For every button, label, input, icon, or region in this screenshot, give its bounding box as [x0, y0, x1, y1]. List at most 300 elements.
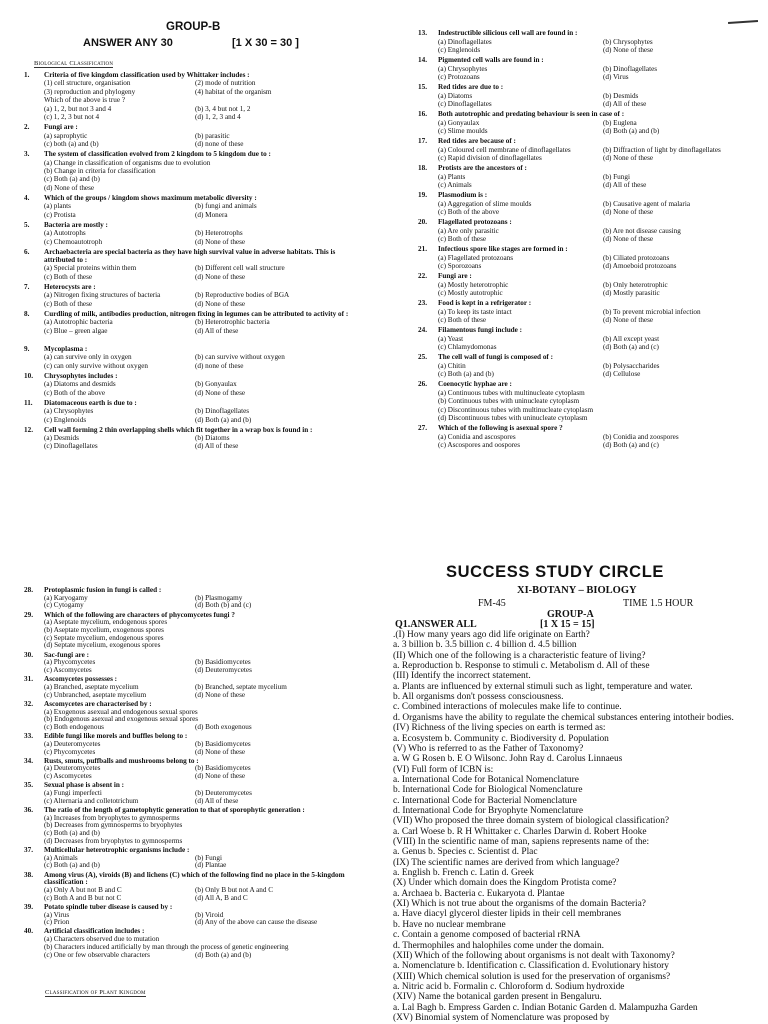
question-number: 39. — [24, 902, 33, 911]
option-row — [438, 262, 758, 271]
option-row — [44, 602, 364, 610]
question-stem: Indestructible silicious cell wall are found in : — [438, 29, 578, 37]
option-row — [438, 46, 758, 55]
option: (b) Endogenous asexual and exogenous sexual spores — [44, 715, 199, 724]
option-row — [44, 327, 364, 335]
question-block — [24, 193, 364, 219]
option: (a) Autotrophs — [44, 229, 86, 238]
question-line: a. Lal Bagh b. Empress Garden c. Indian Botanic Garden d. Malampuzha Garden — [393, 1002, 698, 1013]
question-number: 7. — [24, 282, 30, 291]
question-number: 10. — [24, 371, 33, 380]
option-row — [44, 88, 364, 96]
option: (a) Gonyaulax — [438, 118, 480, 127]
option-row — [44, 380, 364, 388]
question-stem: Criteria of five kingdom classification used by Whittaker includes : — [44, 71, 250, 79]
question-stem: Artificial classification includes : — [44, 927, 145, 936]
question-number: 12. — [24, 425, 33, 434]
option: (d) Any of the above can cause the disease — [195, 918, 318, 927]
option: (d) None of these — [195, 690, 246, 699]
question-stem: Edible fungi like morels and buffles belong to : — [44, 732, 188, 741]
option-row — [44, 113, 364, 121]
question-block — [24, 150, 364, 192]
option: (a) can survive only in oxygen — [44, 353, 132, 362]
option: (d) Monera — [195, 210, 228, 219]
time-label: TIME 1.5 HOUR — [623, 598, 694, 609]
option: (b) Diffraction of light by dinoflagellates — [603, 145, 721, 154]
option: (c) Englenoids — [438, 46, 481, 54]
option: (b) Fungi — [603, 172, 630, 181]
option-row — [44, 724, 364, 732]
question-stem: The system of classification evolved from 2 kingdom to 5 kingdom due to : — [44, 150, 271, 159]
option: (d) None of these — [195, 747, 246, 756]
option-row — [44, 264, 364, 272]
question-block — [24, 902, 364, 927]
option: (c) Unbranched, aseptate mycelium — [44, 690, 147, 699]
question-line: d. Thermophiles and halophiles come under the domain. — [393, 940, 604, 951]
option: (a) Nitrogen fixing structures of bacteria — [44, 291, 161, 300]
question-number: 13. — [418, 29, 427, 37]
option: (c) Both (a) and (b) — [44, 861, 100, 870]
question-line: c. International Code for Bacterial Nomenclature — [393, 795, 577, 806]
question-line: a. Genus b. Species c. Scientist d. Plac — [393, 847, 538, 858]
option: (b) Basidiomycetes — [195, 658, 251, 667]
group-a-title: GROUP-A — [547, 609, 594, 620]
option: (d) Both (a) and (c) — [603, 343, 659, 351]
question-stem: Among virus (A), viroids (B) and lichens (C) which of the following find no place in the 5-kingdom classification : — [44, 870, 345, 887]
question-number: 2. — [24, 123, 30, 132]
option-row — [44, 389, 364, 397]
option: (a) Deuteromycetes — [44, 764, 101, 773]
question-line: c. Contain a genome composed of bacterial rRNA — [393, 930, 581, 941]
option-row — [438, 73, 758, 82]
option: (a) Dinoflagellates — [438, 37, 492, 46]
option: (d) All A, B and C — [195, 893, 248, 902]
question-block — [418, 299, 758, 325]
question-number: 19. — [418, 191, 427, 199]
question-line: (VI) Full form of ICBN is: — [393, 764, 494, 775]
option-row — [438, 127, 758, 136]
option: (d) All of these — [603, 181, 647, 189]
option: (c) Both A and B but not C — [44, 893, 122, 902]
question-number: 24. — [418, 326, 427, 334]
option-row — [438, 100, 758, 109]
option-row — [438, 281, 758, 290]
option: (d) None of these — [603, 154, 654, 162]
question-block — [24, 586, 364, 610]
option: (d) All of these — [195, 796, 239, 805]
option-row — [438, 362, 758, 371]
question-stem: Protists are the ancestors of : — [438, 164, 527, 172]
question-block — [24, 756, 364, 781]
option: (b) Change in criteria for classification — [44, 166, 156, 175]
question-stem: Rusts, smuts, puffballs and mushrooms belong to : — [44, 756, 199, 765]
option: (c) can only survive without oxygen — [44, 361, 148, 370]
option-row — [44, 919, 364, 927]
question-stem: Cell wall forming 2 thin overlapping shells which fit together in a wrap box is found in : — [44, 425, 313, 434]
option: (c) Discontinuous tubes with multinucleate cytoplasm — [438, 405, 594, 414]
option: (c) Both of the above — [44, 388, 106, 397]
option-row — [44, 895, 364, 903]
question-stem: Fungi are : — [44, 123, 78, 132]
option: (d) Decreases from bryophytes to gymnosperms — [44, 836, 183, 845]
option: (c) One or few observable characters — [44, 950, 150, 959]
option: (d) Both (b) and (c) — [195, 601, 252, 610]
option: (d) None of these — [195, 299, 246, 308]
question-block — [24, 282, 364, 308]
option: (c) both (a) and (b) — [44, 140, 99, 149]
option: (c) Ascomycetes — [44, 666, 92, 674]
question-stem: Both autotrophic and predating behaviour is seen in case of : — [438, 110, 625, 118]
question-line: b. International Code for Biological Nomenclature — [393, 785, 583, 796]
question-block — [24, 732, 364, 756]
question-stem: Plasmodium is : — [438, 191, 488, 199]
question-number: 26. — [418, 380, 427, 388]
option: (d) Plantae — [195, 861, 227, 870]
question-block — [24, 927, 364, 959]
question-number: 8. — [24, 309, 30, 318]
option: (d) Both (a) and (b) — [195, 950, 252, 959]
question-block — [24, 425, 364, 451]
question-block — [418, 245, 758, 271]
option: (c) Septate mycelium, endogenous spores — [44, 633, 164, 642]
option-row — [438, 154, 758, 163]
question-block — [418, 83, 758, 109]
option-row — [44, 79, 364, 87]
option-row — [44, 291, 364, 299]
q1-instruction: Q1.ANSWER ALL — [395, 619, 477, 630]
question-line: a. Ecosystem b. Community c. Biodiversity d. Population — [393, 733, 609, 744]
marks-label: [1 X 30 = 30 ] — [232, 37, 299, 49]
question-block — [418, 353, 758, 379]
option: (b) Chrysophytes — [603, 37, 653, 46]
option: (b) Causative agent of malaria — [603, 199, 691, 208]
option-row — [44, 202, 364, 210]
option: (d) Discontinuous tubes with uninucleate cytoplasm — [438, 414, 588, 422]
question-number: 4. — [24, 193, 30, 202]
option: (d) All of these — [195, 326, 239, 335]
option: (c) Both of these — [438, 235, 487, 243]
option: (b) Deuteromycetes — [195, 789, 252, 797]
option-row — [438, 65, 758, 74]
option: (a) Mostly heterotrophic — [438, 280, 509, 289]
option: (2) mode of nutrition — [195, 79, 256, 88]
question-line: (III) Identify the incorrect statement. — [393, 671, 531, 682]
option: (b) Dinoflagellates — [195, 407, 250, 416]
question-stem: Heterocysts are : — [44, 282, 96, 291]
option-row — [44, 407, 364, 415]
question-line: (VII) Who proposed the three domain system of biological classification? — [393, 816, 670, 827]
option: (b) Heterotrophic bacteria — [195, 318, 270, 327]
full-marks: FM-45 — [478, 598, 506, 609]
question-stem: The cell wall of fungi is composed of : — [438, 353, 553, 361]
option-row — [438, 370, 758, 379]
question-block — [24, 675, 364, 699]
option: (a) Coloured cell membrane of dinoflagellates — [438, 145, 571, 154]
question-line: a. Nomenclature b. Identification c. Classification d. Evolutionary history — [393, 961, 669, 972]
question-block — [24, 371, 364, 397]
question-number: 37. — [24, 845, 33, 854]
option: (d) Both (a) and (b) — [603, 127, 660, 135]
option: (b) Plasmogamy — [195, 593, 243, 602]
question-line: (V) Who is referred to as the Father of Taxonomy? — [393, 743, 584, 754]
question-line: a. W G Rosen b. E O Wilsonc. John Ray d. Carolus Linnaeus — [393, 754, 623, 765]
question-number: 18. — [418, 164, 427, 172]
option: (a) Exogenous asexual and endogenous sexual spores — [44, 707, 198, 716]
question-number: 21. — [418, 245, 427, 253]
option: (d) None of these — [603, 235, 654, 243]
question-number: 11. — [24, 398, 33, 407]
option: (a) Are only parasitic — [438, 226, 499, 235]
option-row — [44, 442, 364, 450]
school-title: SUCCESS STUDY CIRCLE — [446, 563, 664, 581]
option-row — [44, 798, 364, 806]
option-row — [44, 140, 364, 148]
question-number: 22. — [418, 272, 427, 280]
subject-label: XI-BOTANY – BIOLOGY — [517, 585, 637, 596]
option: (b) Polysaccharides — [603, 361, 660, 370]
option: (b) Basidiomycetes — [195, 739, 251, 748]
option: (b) can survive without oxygen — [195, 353, 285, 362]
question-number: 20. — [418, 218, 427, 226]
question-stem: Which of the groups / kingdom shows maximum metabolic diversity : — [44, 193, 257, 202]
question-number: 28. — [24, 586, 33, 594]
option-row — [44, 300, 364, 308]
option: (c) Both of the above — [438, 208, 500, 216]
option-row — [44, 132, 364, 140]
question-block — [24, 870, 364, 903]
question-line: a. Archaea b. Bacteria c. Eukaryota d. Plantae — [393, 888, 565, 899]
question-line: (X) Under which domain does the Kingdom Protista come? — [393, 878, 617, 889]
option: (a) Chrysophytes — [44, 407, 94, 416]
option: (d) Amoeboid protozoans — [603, 262, 677, 270]
question-number: 38. — [24, 870, 33, 879]
option: (d) None of these — [603, 46, 654, 54]
option: (b) Continuous tubes with uninucleate cytoplasm — [438, 397, 580, 405]
question-stem: Mycoplasma : — [44, 344, 88, 353]
question-stem: Ascomycetes are characterised by : — [44, 699, 152, 708]
option: (b) Different cell wall structure — [195, 264, 285, 273]
question-line: b. Have no nuclear membrane — [393, 919, 506, 930]
option: (b) Viroid — [195, 910, 224, 919]
option: (b) Gonyaulax — [195, 380, 237, 389]
option: (d) Both exogenous — [195, 722, 252, 731]
option: (c) Alternaria and colletotrichum — [44, 796, 139, 805]
option: (c) Chemoautotroph — [44, 237, 103, 246]
instruction-answer-any: ANSWER ANY 30 — [83, 37, 173, 49]
option: (d) None of these — [195, 272, 246, 281]
option-row — [438, 146, 758, 155]
option: (c) 1, 2, 3 but not 4 — [44, 113, 100, 122]
option: (d) Septate mycelium, exogenous spores — [44, 641, 161, 650]
option: (c) Rapid division of dinoflagellates — [438, 154, 542, 162]
option: (c) Cytogamy — [44, 601, 84, 610]
option-row — [438, 289, 758, 298]
question-stem: Red tides are due to : — [438, 83, 504, 91]
option-row — [44, 416, 364, 424]
option: (c) Animals — [438, 181, 472, 189]
question-stem: Filamentous fungi include : — [438, 326, 523, 334]
option: (b) Aseptate mycelium, exogenous spores — [44, 626, 164, 634]
question-number: 34. — [24, 756, 33, 765]
question-stem: Infectious spore like stages are formed in : — [438, 245, 568, 253]
question-block — [24, 610, 364, 651]
question-block — [24, 247, 364, 282]
option: (a) Flagellated protozoans — [438, 253, 514, 262]
option: (c) Chlamydomonas — [438, 343, 497, 351]
option: (a) Aggregation of slime moulds — [438, 199, 532, 208]
option: (d) All of these — [603, 100, 647, 108]
option: (d) none of these — [195, 361, 244, 370]
option: (a) Chitin — [438, 361, 466, 370]
question-line: a. Carl Woese b. R H Whittaker c. Charles Darwin d. Robert Hooke — [393, 826, 647, 837]
option: (b) Diatoms — [195, 433, 230, 442]
question-number: 15. — [418, 83, 427, 91]
question-number: 9. — [24, 344, 30, 353]
option: (b) 3, 4 but not 1, 2 — [195, 104, 251, 113]
question-number: 5. — [24, 220, 30, 229]
option: (b) Heterotrophs — [195, 229, 243, 238]
option-row — [44, 749, 364, 757]
option-row — [44, 273, 364, 281]
option: (c) Both (a) and (b) — [44, 829, 100, 837]
question-block — [24, 650, 364, 675]
option: (a) 1, 2, but not 3 and 4 — [44, 104, 112, 113]
question-stem: Pigmented cell walls are found in : — [438, 56, 544, 64]
option: (c) Sporozoans — [438, 262, 482, 270]
option: (b) Only heterotrophic — [603, 280, 668, 289]
question-line: (XIII) Which chemical solution is used for the preservation of organisms? — [393, 971, 671, 982]
question-stem: Fungi are : — [438, 272, 472, 280]
option: (d) Both (a) and (c) — [603, 441, 659, 449]
option: (c) Dinoflagellates — [44, 442, 98, 451]
option: (c) Dinoflagellates — [438, 100, 492, 108]
option-row — [44, 667, 364, 675]
question-line: (XIV) Name the botanical garden present in Bengaluru. — [393, 992, 602, 1003]
group-b-title: GROUP-B — [166, 21, 221, 33]
option: (a) Autotrophic bacteria — [44, 318, 113, 327]
option: (d) 1, 2, 3 and 4 — [195, 113, 241, 122]
question-number: 16. — [418, 110, 427, 118]
option: (d) none of these — [195, 140, 244, 149]
option: (a) Virus — [44, 910, 70, 919]
question-block — [24, 220, 364, 246]
option: (d) Cellulose — [603, 370, 641, 378]
option: (a) Chrysophytes — [438, 64, 488, 73]
question-stem: Which of the following is asexual spore ? — [438, 424, 563, 432]
option-row — [438, 433, 758, 442]
question-number: 27. — [418, 424, 427, 432]
option: (d) None of these — [195, 772, 246, 781]
option: (c) Englenoids — [44, 415, 87, 424]
question-block — [418, 164, 758, 190]
option-row — [44, 105, 364, 113]
option-row — [438, 235, 758, 244]
question-block — [24, 781, 364, 805]
question-block — [418, 110, 758, 136]
option: (a) saprophytic — [44, 131, 88, 140]
question-block — [24, 123, 364, 149]
option: (a) Diatoms — [438, 91, 473, 100]
option: (a) Fungi imperfecti — [44, 789, 102, 797]
question-line: .(I) How many years ago did life originate on Earth? — [393, 630, 590, 640]
question-block — [24, 309, 364, 335]
option: (b) Characters induced artificially by man through the process of genetic engineering — [44, 942, 289, 951]
question-stem: Flagellated protozoans : — [438, 218, 512, 226]
question-line: (II) Which one of the following is a characteristic feature of living? — [393, 650, 646, 661]
question-block — [418, 137, 758, 163]
option: (a) To keep its taste intact — [438, 307, 512, 316]
option-row — [44, 211, 364, 219]
option: (c) Both of these — [438, 316, 487, 324]
question-stem: Food is kept in a refrigerator : — [438, 299, 532, 307]
question-stem: Ascomycetes possesses : — [44, 675, 118, 684]
question-stem: Chrysophytes includes : — [44, 371, 118, 380]
option: (d) None of these — [603, 316, 654, 324]
question-line: (IX) The scientific names are derived from which language? — [393, 857, 620, 868]
option-row — [44, 773, 364, 781]
option-row — [438, 181, 758, 190]
option: (c) Slime moulds — [438, 127, 488, 135]
option-row — [44, 862, 364, 870]
option-row — [438, 254, 758, 263]
option-row — [44, 692, 364, 700]
option: (a) Only A but not B and C — [44, 885, 122, 894]
option-row — [44, 229, 364, 237]
option: (b) Decreases from gymnosperms to bryophytes — [44, 821, 183, 830]
option: (d) Deuteromycetes — [195, 666, 252, 674]
question-block — [418, 380, 758, 423]
option: (b) All except yeast — [603, 334, 660, 343]
question-line: c. Combined interactions of molecules make life to continue. — [393, 702, 622, 713]
option: (c) Both endogenous — [44, 722, 104, 731]
option-row — [438, 38, 758, 47]
question-stem: The ratio of the length of gametophytic generation to that of sporophytic generation : — [44, 805, 305, 814]
question-line: (IV) Richness of the living species on earth is termed as: — [393, 723, 606, 734]
option: (a) Continuous tubes with multinucleate cytoplasm — [438, 388, 585, 397]
option: (d) Both (a) and (b) — [195, 415, 252, 424]
option: (a) Conidia and ascospores — [438, 432, 516, 441]
question-number: 3. — [24, 150, 30, 159]
option: (a) Branched, aseptate mycelium — [44, 682, 139, 691]
option: (d) All of these — [195, 442, 239, 451]
option: (a) Plants — [438, 172, 466, 181]
option: (a) Desmids — [44, 433, 79, 442]
option: (a) Increases from bryophytes to gymnosperms — [44, 813, 180, 822]
question-line: a. Nitric acid b. Formalin c. Chloroform d. Sodium hydroxide — [393, 981, 625, 992]
question-line: a. 3 billion b. 3.5 billion c. 4 billion d. 4.5 billion — [393, 640, 577, 651]
option: (c) Mostly autotrophic — [438, 289, 503, 297]
option: (b) Branched, septate mycelium — [195, 682, 287, 691]
option: (a) Diatoms and desmids — [44, 380, 116, 389]
option: (a) Deuteromycetes — [44, 739, 101, 748]
option: (c) Both of these — [44, 299, 93, 308]
question-block — [24, 71, 364, 122]
option-row — [44, 952, 364, 960]
question-stem: Potato spindle tuber disease is caused by : — [44, 902, 173, 911]
option: (3) reproduction and phylogeny — [44, 87, 136, 96]
option: (b) fungi and animals — [195, 202, 257, 211]
corner-mark — [728, 20, 758, 24]
question-line: a. Have diacyl glycerol diester lipids in their cell membranes — [393, 909, 622, 920]
q1-marks: [1 X 15 = 15] — [540, 619, 595, 630]
question-number: 36. — [24, 805, 33, 814]
option: (c) Ascomycetes — [44, 772, 92, 781]
question-stem: Curdling of milk, antibodies production, nitrogen fixing in legumes can be attributed to activity of : — [44, 309, 349, 318]
option-row — [438, 208, 758, 217]
question-line: d. Organisms have the ability to regulate the chemical substances entering intotheir bodies. — [393, 712, 734, 723]
question-line: a. English b. French c. Latin d. Greek — [393, 868, 534, 879]
option-row — [438, 92, 758, 101]
